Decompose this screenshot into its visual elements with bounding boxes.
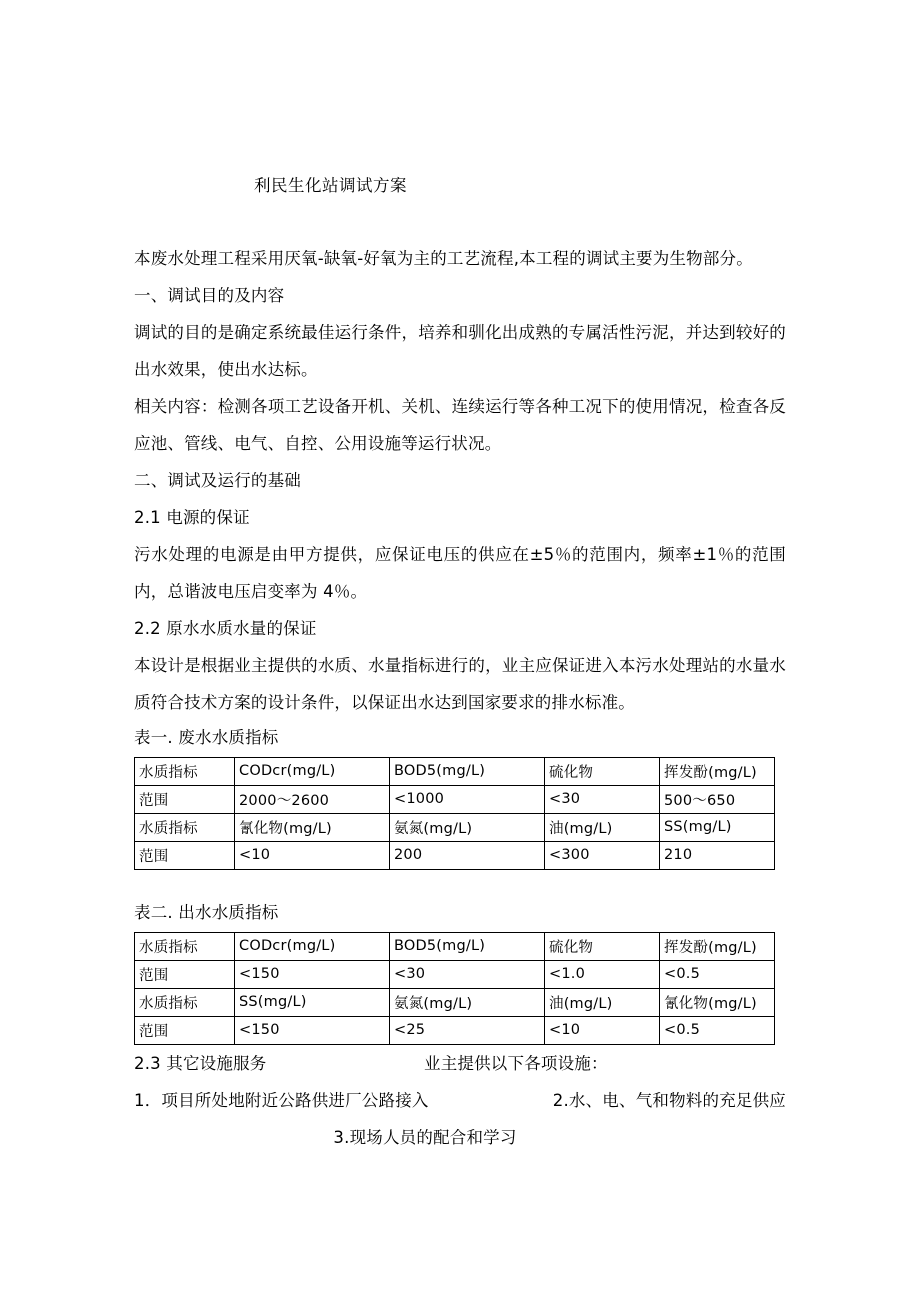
table-cell: <30 <box>545 786 660 814</box>
table-row <box>135 1017 775 1045</box>
table-cell: 硫化物 <box>545 933 660 961</box>
section-2-3-heading: 2.3 其它设施服务 <box>134 1054 267 1074</box>
table-cell: 500～650 <box>660 786 775 814</box>
table-cell: 水质指标 <box>135 758 235 786</box>
section-1-heading: 一、调试目的及内容 <box>134 286 285 306</box>
section-2-1-heading: 2.1 电源的保证 <box>134 508 250 528</box>
section-2-2-heading: 2.2 原水水质水量的保证 <box>134 619 317 639</box>
section-2-heading: 二、调试及运行的基础 <box>134 471 301 491</box>
page-title: 利民生化站调试方案 <box>254 176 407 195</box>
table-cell: 水质指标 <box>135 814 235 842</box>
table-cell: <150 <box>235 961 390 989</box>
table-cell: 氨氮(mg/L) <box>390 814 545 842</box>
table-row <box>135 961 775 989</box>
document-content <box>134 0 786 1156</box>
table-cell: 200 <box>390 842 545 870</box>
wastewater-quality-table <box>134 757 775 870</box>
intro-paragraph: 本废水处理工程采用厌氧-缺氧-好氧为主的工艺流程,本工程的调试主要为生物部分。 <box>134 249 753 269</box>
table-cell: BOD5(mg/L) <box>390 758 545 786</box>
table-cell: 范围 <box>135 842 235 870</box>
table-1-caption: 表一. 废水水质指标 <box>134 728 279 748</box>
table-cell: 氰化物(mg/L) <box>660 989 775 1017</box>
effluent-quality-table <box>134 932 775 1045</box>
table-cell: <10 <box>235 842 390 870</box>
section-2-3-row <box>134 1045 786 1082</box>
table-cell: BOD5(mg/L) <box>390 933 545 961</box>
table-row <box>135 933 775 961</box>
table-cell: CODcr(mg/L) <box>235 933 390 961</box>
table-cell: <150 <box>235 1017 390 1045</box>
table-cell: 硫化物 <box>545 758 660 786</box>
facility-item-1: 1．项目所处地附近公路供进厂公路接入 <box>134 1091 429 1111</box>
table-cell: 水质指标 <box>135 933 235 961</box>
table-cell: <0.5 <box>660 961 775 989</box>
table-cell: <1000 <box>390 786 545 814</box>
table-row <box>135 814 775 842</box>
section-2-1-paragraph: 污水处理的电源是由甲方提供，应保证电压的供应在±5％的范围内，频率±1％的范围内，总谐波电压启变率为 4％。 <box>134 545 786 602</box>
table-cell: 油(mg/L) <box>545 989 660 1017</box>
facility-item-3: 3.现场人员的配合和学习 <box>333 1128 517 1148</box>
table-cell: CODcr(mg/L) <box>235 758 390 786</box>
table-cell: 210 <box>660 842 775 870</box>
spacer <box>134 870 786 896</box>
facility-list-line-1 <box>134 1082 786 1119</box>
table-cell: <300 <box>545 842 660 870</box>
table-cell: 范围 <box>135 786 235 814</box>
table-cell: 挥发酚(mg/L) <box>660 758 775 786</box>
table-row <box>135 758 775 786</box>
table-cell: <25 <box>390 1017 545 1045</box>
section-2-2-paragraph: 本设计是根据业主提供的水质、水量指标进行的，业主应保证进入本污水处理站的水量水质符合技术方案的设计条件，以保证出水达到国家要求的排水标准。 <box>134 656 786 713</box>
section-2-3-note: 业主提供以下各项设施： <box>424 1054 608 1074</box>
table-cell: 氰化物(mg/L) <box>235 814 390 842</box>
table-cell: 范围 <box>135 1017 235 1045</box>
table-cell: <10 <box>545 1017 660 1045</box>
table-row <box>135 842 775 870</box>
section-1-paragraph-1: 调试的目的是确定系统最佳运行条件，培养和驯化出成熟的专属活性污泥，并达到较好的出水效果，使出水达标。 <box>134 323 786 380</box>
table-cell: 2000～2600 <box>235 786 390 814</box>
table-cell: 油(mg/L) <box>545 814 660 842</box>
section-1-paragraph-2: 相关内容：检测各项工艺设备开机、关机、连续运行等各种工况下的使用情况，检查各反应池、管线、电气、自控、公用设施等运行状况。 <box>134 397 786 454</box>
table-cell: 水质指标 <box>135 989 235 1017</box>
table-cell: <1.0 <box>545 961 660 989</box>
table-cell: <30 <box>390 961 545 989</box>
table-2-caption: 表二. 出水水质指标 <box>134 903 279 923</box>
table-cell: SS(mg/L) <box>235 989 390 1017</box>
table-cell: 氨氮(mg/L) <box>390 989 545 1017</box>
table-cell: SS(mg/L) <box>660 814 775 842</box>
table-cell: 范围 <box>135 961 235 989</box>
table-row <box>135 786 775 814</box>
facility-item-2: 2.水、电、气和物料的充足供应 <box>552 1091 786 1111</box>
table-cell: 挥发酚(mg/L) <box>660 933 775 961</box>
table-row <box>135 989 775 1017</box>
table-cell: <0.5 <box>660 1017 775 1045</box>
